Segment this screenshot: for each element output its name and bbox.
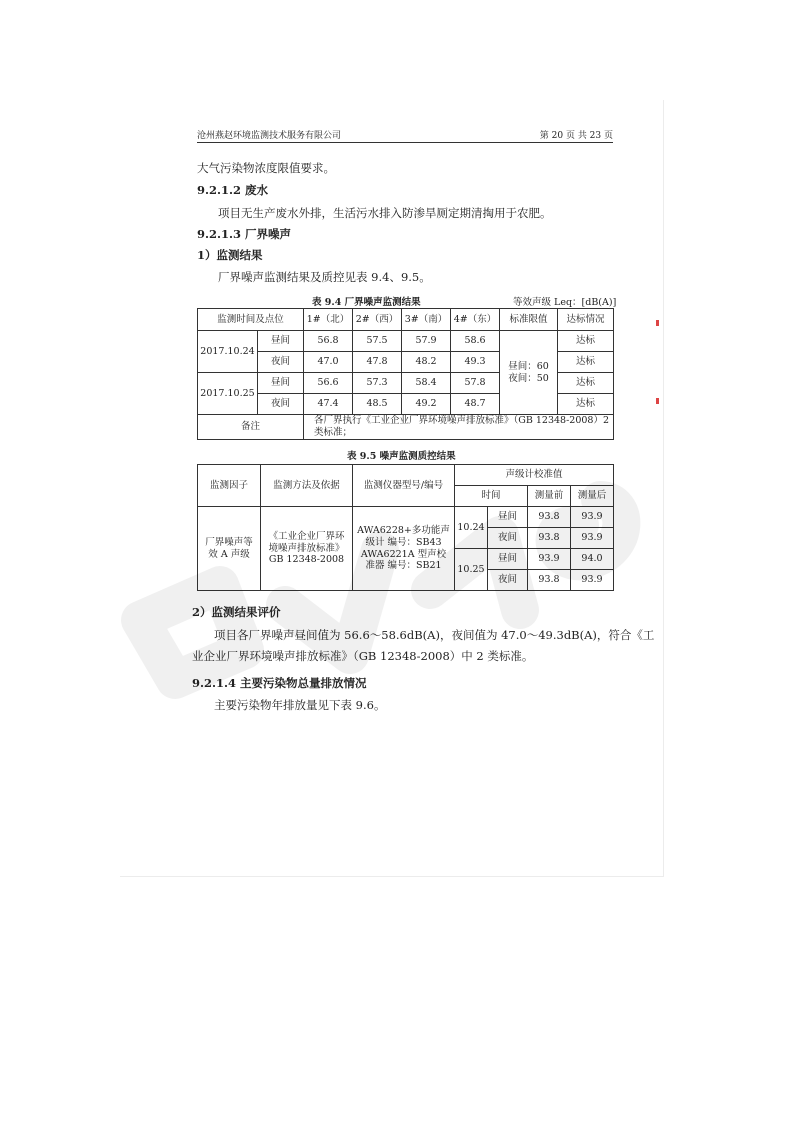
header-cell: 4#（东）: [451, 309, 500, 331]
header-cell: 监测时间及点位: [198, 309, 304, 331]
status-cell: 达标: [558, 373, 614, 394]
paragraph-evaluation-line1: 项目各厂界噪声昼间值为 56.6～58.6dB(A)，夜间值为 47.0～49.3dB(A)，符合《工: [214, 628, 655, 642]
after-cell: 93.9: [571, 528, 614, 549]
before-cell: 93.8: [528, 507, 571, 528]
status-cell: 达标: [558, 331, 614, 352]
value-cell: 56.8: [304, 331, 353, 352]
heading-noise: 9.2.1.3 厂界噪声: [197, 227, 292, 241]
period-cell: 昼间: [258, 331, 304, 352]
before-cell: 93.9: [528, 549, 571, 570]
company-name: 沧州燕赵环境监测技术服务有限公司: [197, 131, 342, 141]
limit-night: 夜间：50: [508, 372, 549, 384]
value-cell: 57.8: [451, 373, 500, 394]
after-cell: 93.9: [571, 570, 614, 591]
before-header: 测量前: [528, 486, 571, 507]
header-cell: 标准限值: [500, 309, 558, 331]
remark-label: 备注: [198, 415, 304, 440]
value-cell: 48.5: [353, 394, 402, 415]
value-cell: 56.6: [304, 373, 353, 394]
after-cell: 93.9: [571, 507, 614, 528]
paragraph-total-emission: 主要污染物年排放量见下表 9.6。: [214, 698, 386, 712]
table-9-5-caption: 表 9.5 噪声监测质控结果: [347, 451, 456, 462]
paragraph-results: 厂界噪声监测结果及质控见表 9.4、9.5。: [218, 270, 431, 284]
factor-cell: 厂界噪声等效 A 声级: [198, 507, 261, 591]
period-cell: 昼间: [258, 373, 304, 394]
limit-cell: [500, 331, 558, 415]
value-cell: 48.7: [451, 394, 500, 415]
page-header: [197, 126, 613, 143]
table-9-5: [197, 464, 614, 591]
value-cell: 48.2: [402, 352, 451, 373]
remark-text: 各厂界执行《工业企业厂界环境噪声排放标准》（GB 12348-2008）2 类标准；: [304, 415, 614, 440]
value-cell: 47.4: [304, 394, 353, 415]
paragraph-evaluation-line2: 业企业厂界环境噪声排放标准》（GB 12348-2008）中 2 类标准。: [192, 649, 534, 663]
after-cell: 94.0: [571, 549, 614, 570]
value-cell: 47.0: [304, 352, 353, 373]
table-9-4-caption: 表 9.4 厂界噪声监测结果: [312, 297, 421, 308]
value-cell: 47.8: [353, 352, 402, 373]
before-cell: 93.8: [528, 570, 571, 591]
period-cell: 夜间: [258, 394, 304, 415]
header-cell: 达标情况: [558, 309, 614, 331]
date-cell: 10.24: [455, 507, 488, 549]
calibration-header: 声级计校准值: [455, 465, 614, 486]
period-cell: 夜间: [488, 570, 528, 591]
date-cell: 2017.10.25: [198, 373, 258, 415]
value-cell: 49.2: [402, 394, 451, 415]
limit-day: 昼间：60: [508, 360, 549, 372]
method-header: 监测方法及依据: [261, 465, 353, 507]
method-cell: 《工业企业厂界环境噪声排放标准》GB 12348-2008: [261, 507, 353, 591]
time-header: 时间: [455, 486, 528, 507]
after-header: 测量后: [571, 486, 614, 507]
value-cell: 57.5: [353, 331, 402, 352]
period-cell: 夜间: [488, 528, 528, 549]
instrument-header: 监测仪器型号/编号: [353, 465, 455, 507]
status-cell: 达标: [558, 352, 614, 373]
instrument-cell: AWA6228+多功能声级计 编号：SB43 AWA6221A 型声校准器 编号：SB21: [353, 507, 455, 591]
heading-evaluation: 2）监测结果评价: [192, 605, 281, 619]
paragraph-wastewater: 项目无生产废水外排，生活污水排入防渗旱厕定期清掏用于农肥。: [218, 206, 552, 220]
factor-header: 监测因子: [198, 465, 261, 507]
before-cell: 93.8: [528, 528, 571, 549]
period-cell: 昼间: [488, 549, 528, 570]
period-cell: 夜间: [258, 352, 304, 373]
heading-results: 1）监测结果: [197, 248, 263, 262]
header-cell: 3#（南）: [402, 309, 451, 331]
value-cell: 57.3: [353, 373, 402, 394]
heading-total-emission: 9.2.1.4 主要污染物总量排放情况: [192, 676, 367, 690]
header-cell: 1#（北）: [304, 309, 353, 331]
period-cell: 昼间: [488, 507, 528, 528]
value-cell: 58.4: [402, 373, 451, 394]
value-cell: 58.6: [451, 331, 500, 352]
table-9-4: [197, 308, 614, 440]
page-number: 第 20 页 共 23 页: [539, 131, 613, 141]
table-9-4-unit: 等效声级 Leq：[dB(A)]: [513, 297, 617, 308]
value-cell: 49.3: [451, 352, 500, 373]
edge-mark: [656, 320, 659, 326]
header-cell: 2#（西）: [353, 309, 402, 331]
edge-mark: [656, 398, 659, 404]
value-cell: 57.9: [402, 331, 451, 352]
date-cell: 2017.10.24: [198, 331, 258, 373]
heading-wastewater: 9.2.1.2 废水: [197, 183, 269, 197]
status-cell: 达标: [558, 394, 614, 415]
paragraph-air: 大气污染物浓度限值要求。: [197, 161, 335, 175]
date-cell: 10.25: [455, 549, 488, 591]
